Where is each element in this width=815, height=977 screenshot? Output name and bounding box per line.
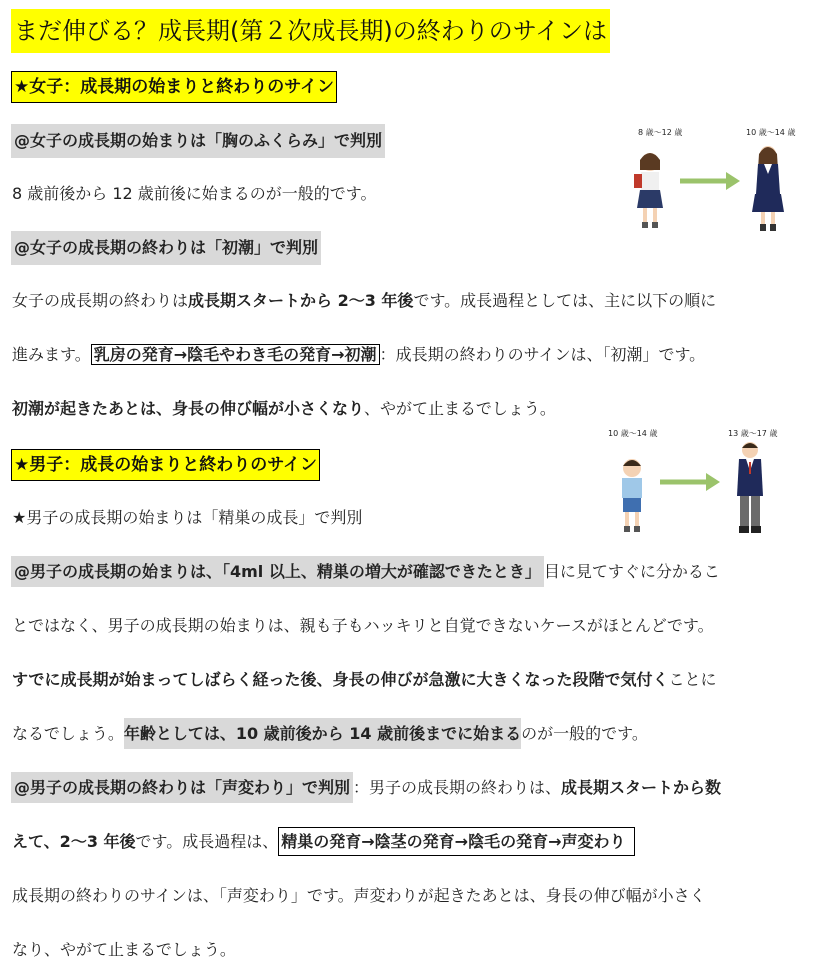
boys-paragraph-line-2: とではなく、男子の成長期の始まりは、親も子もハッキリと自覚できないケースがほとんどです。 [12,616,714,635]
age-label-right: 10 歳〜14 歳 [746,128,796,137]
girls-end-heading: @女子の成長期の終わりは「初潮」で判別 [11,231,321,265]
boys-start-line [11,555,720,589]
boys-end-line [11,771,721,805]
girls-section-heading: ★女子：成長期の始まりと終わりのサイン [11,71,337,103]
older-girl-figure [752,146,784,231]
text: ：成長期の終わりのサインは、「初潮」です。 [379,345,706,364]
older-boy-figure [737,442,763,533]
page-title: まだ伸びる？成長期(第２次成長期)の終わりのサインは [11,9,610,53]
boys-end-heading: @男子の成長期の終わりは「声変わり」で判別 [11,772,353,803]
age-label-left: 8 歳〜12 歳 [638,128,683,137]
emphasis: 成長期スタートから数 [561,778,722,797]
text: ことに [668,670,717,689]
text: のが一般的です。 [521,724,648,743]
girls-start-heading: @女子の成長期の始まりは「胸のふくらみ」で判別 [11,124,385,158]
boys-age-highlight: 年齢としては、10 歳前後から 14 歳前後までに始まる [124,718,521,749]
boys-paragraph-line-3 [12,663,717,697]
boys-sub-heading: ★男子の成長期の始まりは「精巣の成長」で判別 [12,508,363,527]
emphasis: 初潮が起きたあとは、身長の伸び幅が小さくなり [12,399,365,418]
emphasis: 成長期スタートから 2〜3 年後 [188,291,414,310]
age-label-left: 10 歳〜14 歳 [608,429,658,438]
text: ：男子の成長期の終わりは、 [353,778,562,797]
boys-section-heading: ★男子：成長の始まりと終わりのサイン [11,449,320,481]
text: 、やがて止まるでしょう。 [364,399,556,418]
girls-process-box: 乳房の発育→陰毛やわき毛の発育→初潮 [91,344,380,365]
young-boy-figure [622,459,642,532]
text: です。成長過程としては、主に以下の順に [413,291,717,310]
text: 進みます。 [12,345,91,364]
arrow-icon [706,473,720,491]
boys-growth-illustration [600,426,800,542]
emphasis: すでに成長期が始まってしばらく経った後、身長の伸びが急激に大きくなった段階で気付く [12,670,669,689]
age-label-right: 13 歳〜17 歳 [728,429,778,438]
boys-paragraph-line-6 [12,825,635,859]
boys-paragraph-line-4 [12,717,648,751]
girls-paragraph-line-2 [12,338,705,372]
boys-paragraph-line-8: なり、やがて止まるでしょう。 [12,940,236,959]
arrow-icon [726,172,740,190]
emphasis: えて、2〜3 年後 [12,832,136,851]
girls-paragraph-line-1 [12,284,716,318]
text: です。成長過程は、 [135,832,279,851]
girls-growth-illustration [618,124,803,236]
text: なるでしょう。 [12,724,124,743]
boys-start-heading: @男子の成長期の始まりは、「4ml 以上、精巣の増大が確認できたとき」 [11,556,544,587]
boys-paragraph-line-7: 成長期の終わりのサインは、「声変わり」です。声変わりが起きたあとは、身長の伸び幅が小さく [12,886,706,905]
text: 目に見てすぐに分かるこ [543,562,720,581]
boys-process-box: 精巣の発育→陰茎の発育→陰毛の発育→声変わり [278,827,634,856]
text: 女子の成長期の終わりは [12,291,189,310]
girls-start-text: 8 歳前後から 12 歳前後に始まるのが一般的です。 [12,184,377,203]
girls-paragraph-line-3 [12,392,556,426]
young-girl-figure [634,153,663,228]
